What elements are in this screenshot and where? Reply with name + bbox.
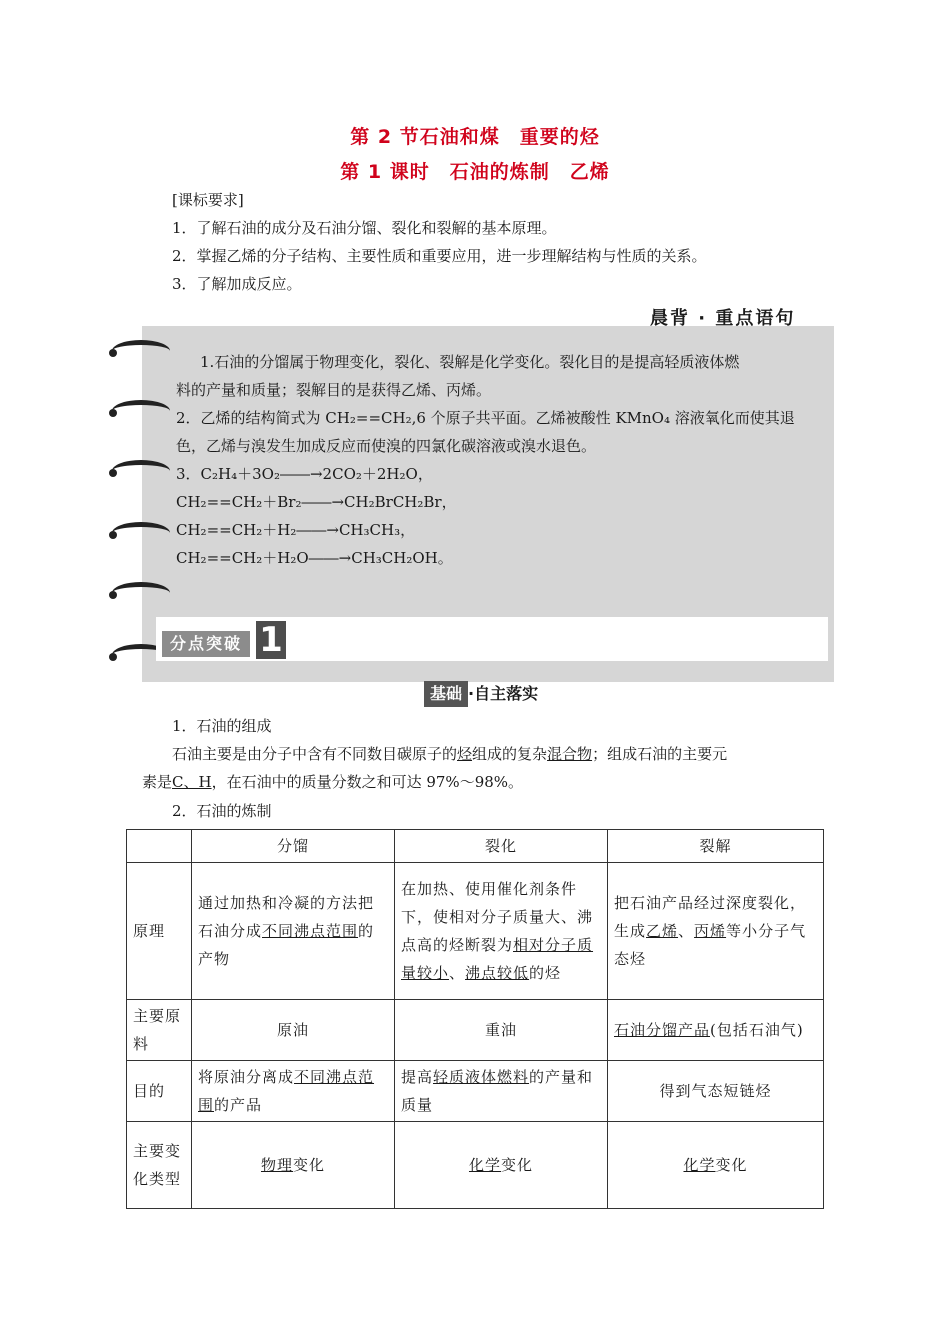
table-cell: 得到气态短链烃	[608, 1061, 824, 1122]
key-point-3c: CH₂==CH₂＋H₂――→CH₃CH₃，	[176, 521, 416, 539]
row-label: 主要变化类型	[127, 1122, 192, 1209]
requirements-heading: [课标要求]	[172, 191, 244, 209]
section-heading-block: 基础	[424, 681, 468, 707]
banner-tag: 分点突破	[162, 631, 250, 657]
binder-ring-icon	[112, 522, 170, 544]
paragraph-composition-2: 素是C、H，在石油中的质量分数之和可达 97%～98%。	[142, 773, 524, 791]
table-header-cell: 裂解	[608, 830, 824, 863]
subheading-composition: 1．石油的组成	[172, 717, 272, 735]
table-cell: 化学变化	[608, 1122, 824, 1209]
row-label: 主要原料	[127, 1000, 192, 1061]
requirement-item: 3．了解加成反应。	[172, 275, 302, 293]
key-point-1a: 1.石油的分馏属于物理变化，裂化、裂解是化学变化。裂化目的是提高轻质液体燃	[200, 353, 740, 371]
table-cell: 把石油产品经过深度裂化，生成乙烯、丙烯等小分子气态烃	[608, 863, 824, 1000]
table-row	[127, 830, 824, 863]
binder-ring-icon	[112, 582, 170, 604]
refining-table	[126, 829, 824, 1209]
requirement-item: 2．掌握乙烯的分子结构、主要性质和重要应用，进一步理解结构与性质的关系。	[172, 247, 707, 265]
table-row	[127, 863, 824, 1000]
section-banner	[156, 617, 828, 661]
chapter-title: 第 2 节石油和煤 重要的烃	[350, 126, 600, 148]
table-row	[127, 1061, 824, 1122]
requirement-item: 1．了解石油的成分及石油分馏、裂化和裂解的基本原理。	[172, 219, 557, 237]
row-label: 目的	[127, 1061, 192, 1122]
table-row	[127, 1000, 824, 1061]
table-cell: 化学变化	[395, 1122, 608, 1209]
binder-ring-icon	[112, 400, 170, 422]
key-point-2a: 2．乙烯的结构简式为 CH₂==CH₂,6 个原子共平面。乙烯被酸性 KMnO₄ 溶液氧化而使其退	[176, 409, 795, 427]
lesson-title: 第 1 课时 石油的炼制 乙烯	[340, 161, 610, 183]
key-point-3b: CH₂==CH₂＋Br₂――→CH₂BrCH₂Br，	[176, 493, 457, 511]
key-point-3d: CH₂==CH₂＋H₂O――→CH₃CH₂OH。	[176, 549, 453, 567]
paragraph-composition-1: 石油主要是由分子中含有不同数目碳原子的烃组成的复杂混合物；组成石油的主要元	[172, 745, 728, 763]
binder-ring-icon	[112, 460, 170, 482]
row-label: 原理	[127, 863, 192, 1000]
binder-ring-icon	[112, 340, 170, 362]
table-cell: 提高轻质液体燃料的产量和质量	[395, 1061, 608, 1122]
table-row	[127, 1122, 824, 1209]
table-cell: 原油	[192, 1000, 395, 1061]
table-cell: 通过加热和冷凝的方法把石油分成不同沸点范围的产物	[192, 863, 395, 1000]
subheading-refining: 2．石油的炼制	[172, 802, 272, 820]
table-header-cell	[127, 830, 192, 863]
table-cell: 重油	[395, 1000, 608, 1061]
table-header-cell: 裂化	[395, 830, 608, 863]
table-cell: 将原油分离成不同沸点范围的产品	[192, 1061, 395, 1122]
table-cell: 在加热、使用催化剂条件下，使相对分子质量大、沸点高的烃断裂为相对分子质量较小、沸点较低的烃	[395, 863, 608, 1000]
key-point-2b: 色，乙烯与溴发生加成反应而使溴的四氯化碳溶液或溴水退色。	[176, 437, 597, 455]
banner-number: 1	[256, 621, 286, 659]
key-point-1b: 料的产量和质量；裂解目的是获得乙烯、丙烯。	[176, 381, 492, 399]
section-heading	[424, 681, 538, 707]
key-point-3a: 3．C₂H₄＋3O₂――→2CO₂＋2H₂O，	[176, 465, 433, 483]
recite-label: 晨背 · 重点语句	[650, 308, 796, 329]
table-cell: 物理变化	[192, 1122, 395, 1209]
table-header-cell: 分馏	[192, 830, 395, 863]
section-heading-rest: ·自主落实	[468, 684, 539, 703]
table-cell: 石油分馏产品(包括石油气)	[608, 1000, 824, 1061]
